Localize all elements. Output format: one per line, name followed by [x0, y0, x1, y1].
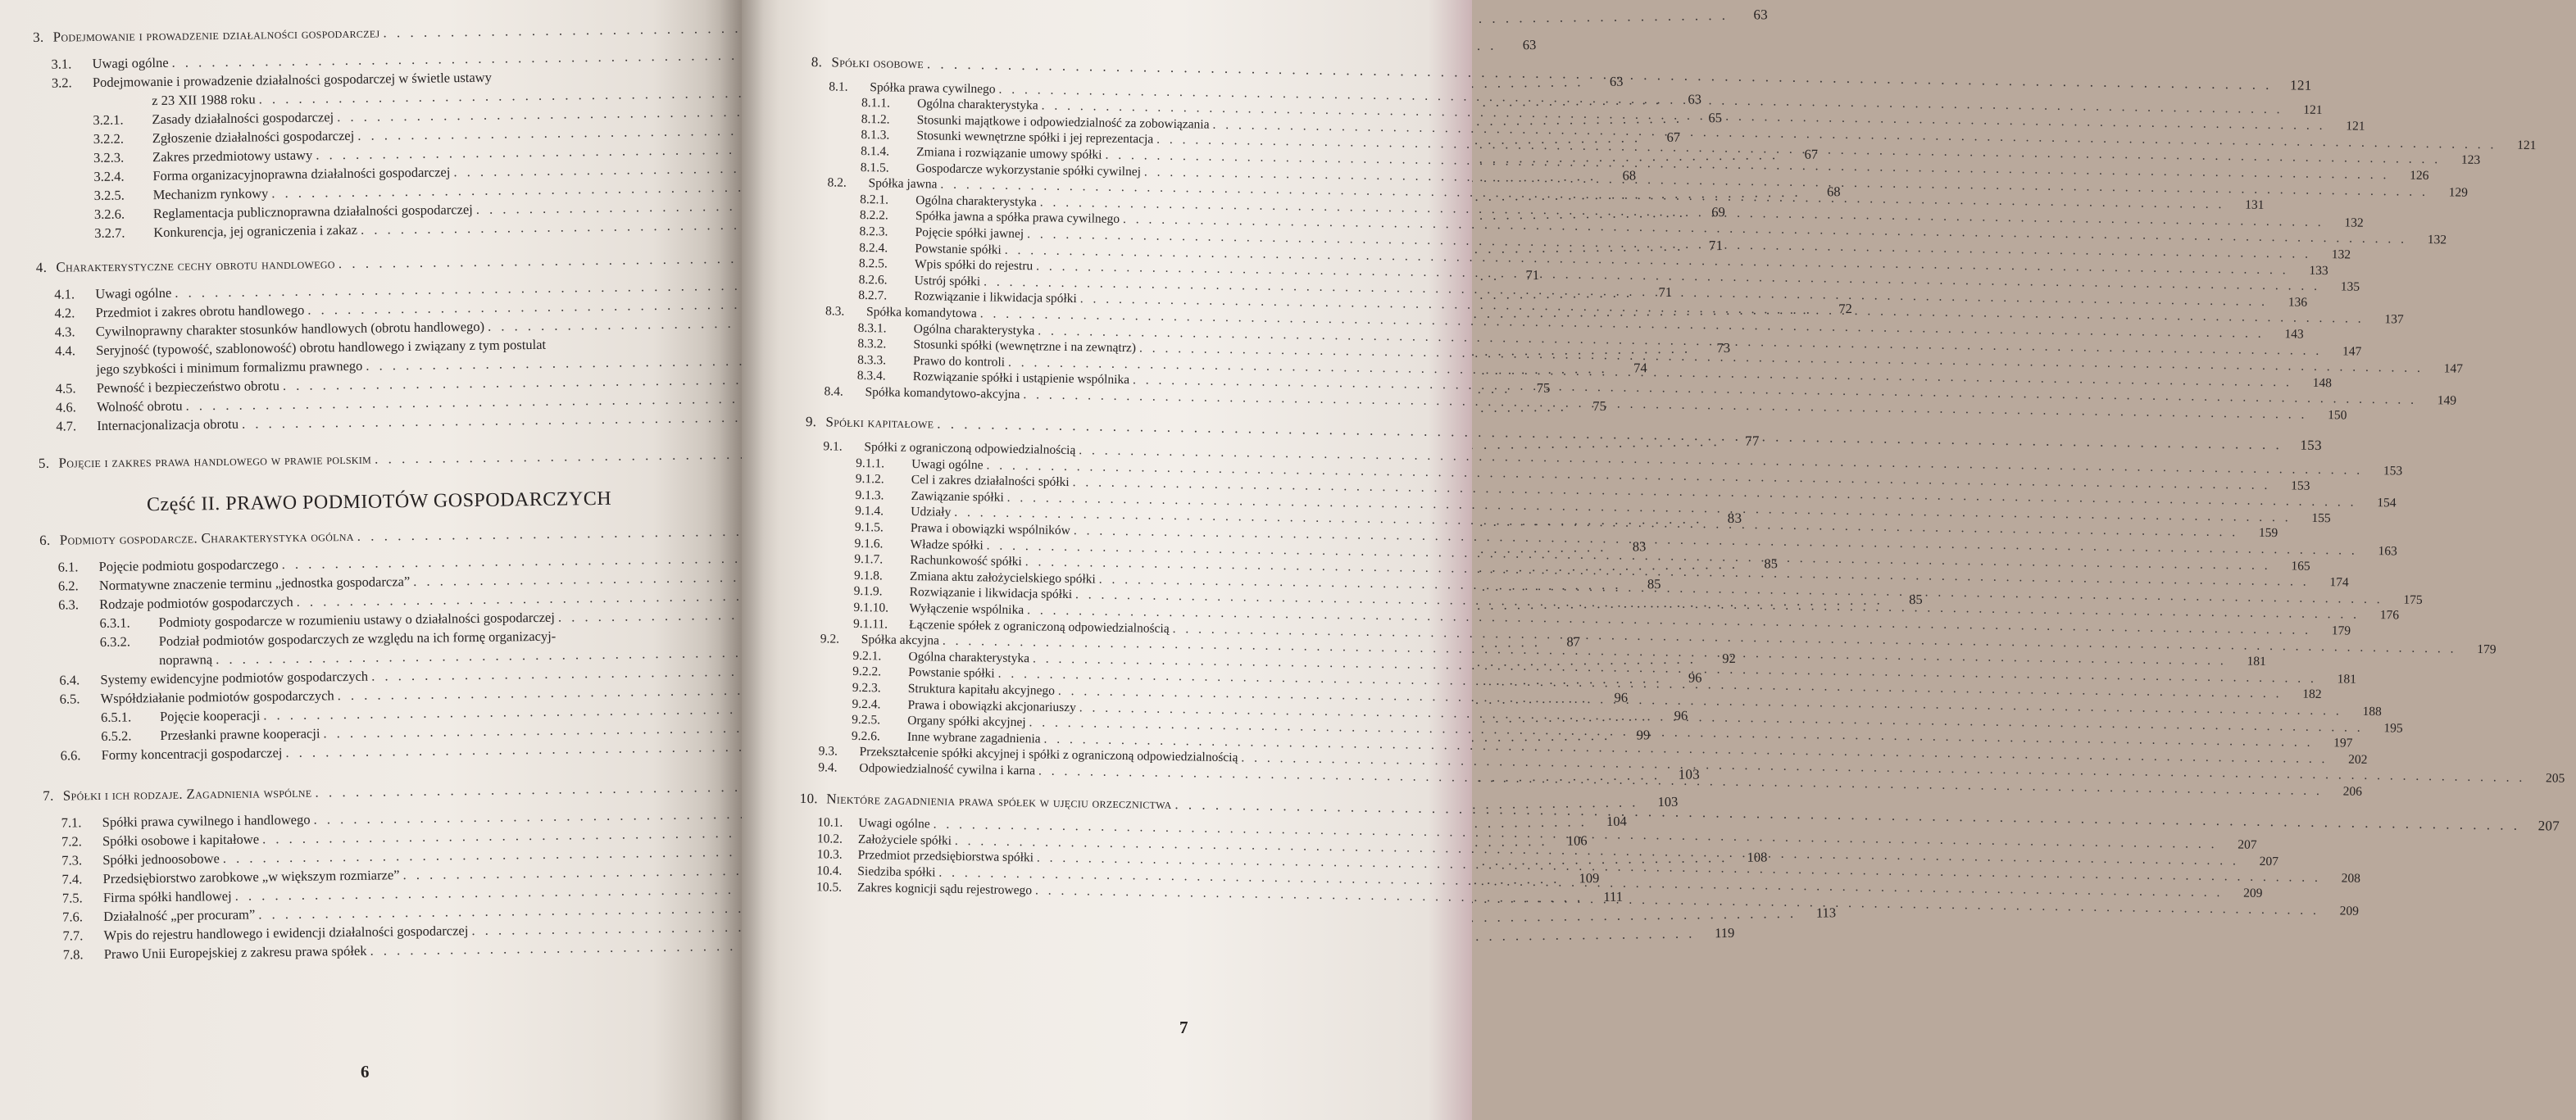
toc-entry-4-6: 4.6. Wolność obrotu . . . 75 [38, 389, 718, 417]
toc-entry-10-4: 10.4. Siedziba spółki . . . 209 [798, 863, 1446, 889]
toc-entry-7-7: 7.7. Wpis do rejestru handlowego i ewidencji działalności gospodarczej . . . 113 [44, 918, 725, 945]
toc-entry-6-3: 6.3. Rodzaje podmiotów gospodarczych . . . 85 [40, 587, 720, 614]
toc-entry-6-3-1: 6.3.1. Podmioty gospodarcze w rozumieniu ustawy o działalności gospodarczej . . . 85 [40, 605, 720, 633]
toc-entry-6-5-2: 6.5.2. Przesłanki prawne kooperacji . . . 96 [42, 719, 722, 746]
toc-section-9: 9. Spółki kapitałowe . . . 153 [806, 414, 1453, 440]
toc-entry-8-3: 8.3. Spółka komandytowa . . . 143 [807, 303, 1455, 329]
toc-section-10: 10. Niektóre zagadnienia prawa spółek w ujęciu orzecznictwa . . . 207 [800, 790, 1447, 816]
toc-entry-9-1-1: 9.1.1. Uwagi ogólne . . . 153 [805, 455, 1452, 481]
toc-entry-3-2-5: 3.2.5. Mechanizm rynkowy . . . 68 [35, 178, 716, 206]
toc-entry-3-2-3: 3.2.3. Zakres przedmiotowy ustawy . . . 67 [34, 140, 715, 168]
toc-entry-3-2-4: 3.2.4. Forma organizacyjnoprawna działalności gospodarczej . . . 67 [34, 159, 715, 187]
toc-entry-9-1-2: 9.1.2. Cel i zakres działalności spółki . . . 154 [805, 470, 1452, 497]
toc-entry-6-5-1: 6.5.1. Pojęcie kooperacji . . . 96 [42, 700, 722, 728]
toc-entry-8-3-3: 8.3.3. Prawo do kontroli . . . 148 [806, 351, 1454, 378]
toc-entry-8-2-7: 8.2.7. Rozwiązanie i likwidacja spółki . . . 137 [807, 287, 1455, 313]
toc-entry-4-4: 4.4. Seryjność (typowość, szablonowość) obrotu handlowego i związany z tym postulat [55, 336, 547, 359]
toc-entry-8-3-4: 8.3.4. Rozwiązanie spółki i ustąpienie wspólnika . . . 149 [806, 367, 1454, 393]
toc-entry-9-1-6: 9.1.6. Władze spółki . . . 165 [803, 535, 1451, 561]
toc-entry-3-2-7: 3.2.7. Konkurencja, jej ograniczenia i zakaz . . . 69 [35, 215, 716, 243]
toc-entry-8-1-3: 8.1.3. Stosunki wewnętrzne spółki i jej reprezentacja . . . 123 [810, 126, 1457, 152]
toc-entry-6-2: 6.2. Normatywne znaczenie terminu „jednostka gospodarcza” . . . 85 [40, 568, 720, 596]
toc-entry-8-1-5: 8.1.5. Gospodarcze wykorzystanie spółki cywilnej . . . 129 [810, 159, 1457, 185]
toc-entry-9-1-9: 9.1.9. Rozwiązanie i likwidacja spółki . . . 176 [803, 583, 1451, 609]
toc-entry-9-1-7: 9.1.7. Rachunkowość spółki . . . 174 [803, 551, 1451, 577]
toc-entry-8-2-4: 8.2.4. Powstanie spółki . . . 133 [808, 239, 1456, 265]
toc-entry-6-3-2-cont: noprawną . . . 87 [41, 643, 721, 671]
toc-entry-3-1: 3.1. Uwagi ogólne . . . 63 [33, 46, 713, 74]
toc-entry-6-3-2: 6.3.2. Podział podmiotów gospodarczych ze względu na ich formę organizacyj- [99, 628, 557, 650]
toc-entry-9-1-11: 9.1.11. Łączenie spółek z ograniczoną odpowiedzialnością . . . 179 [802, 615, 1450, 642]
toc-title: Podejmowanie i prowadzenie działalności gospodarczej [52, 25, 380, 45]
toc-entry-9-2-3: 9.2.3. Struktura kapitału akcyjnego . . . 188 [802, 679, 1449, 705]
toc-entry-9-2-4: 9.2.4. Prawa i obowiązki akcjonariuszy . . . 195 [801, 695, 1448, 721]
toc-entry-9-2-5: 9.2.5. Organy spółki akcyjnej . . . 197 [801, 711, 1448, 737]
toc-entry-6-1: 6.1. Pojęcie podmiotu gospodarczego . . . 83 [39, 549, 720, 577]
toc-entry-6-4: 6.4. Systemy ewidencyjne podmiotów gospodarczych . . . 92 [41, 662, 721, 690]
toc-entry-9-1-3: 9.1.3. Zawiązanie spółki . . . 155 [804, 487, 1452, 513]
toc-entry-4-2: 4.2. Przedmiot i zakres obrotu handlowego . . . 71 [36, 295, 716, 323]
part-heading: Część II. PRAWO PODMIOTÓW GOSPODARCZYCH [146, 487, 612, 516]
toc-entry-4-3: 4.3. Cywilnoprawny charakter stosunków handlowych (obrotu handlowego) . . . 72 [37, 314, 717, 342]
toc-entry-8-1-2: 8.1.2. Stosunki majątkowe i odpowiedzialność za zobowiązania . . . 121 [811, 111, 1458, 137]
toc-section-8: 8. Spółki osobowe . . . 121 [811, 54, 1459, 80]
toc-entry-8-2-2: 8.2.2. Spółka jawna a spółka prawa cywilnego . . . 132 [809, 206, 1456, 233]
toc-entry-8-2-6: 8.2.6. Ustrój spółki . . . 136 [808, 271, 1456, 297]
toc-entry-9-1-8: 9.1.8. Zmiana aktu założycielskiego spółki . . . 175 [803, 567, 1451, 593]
toc-entry-9-2-6: 9.2.6. Inne wybrane zagadnienia . . . 202 [801, 728, 1448, 754]
toc-entry-4-1: 4.1. Uwagi ogólne . . . 71 [36, 276, 716, 304]
toc-entry-9-1-5: 9.1.5. Prawa i obowiązki wspólników . . . 163 [804, 519, 1452, 545]
toc-entry-3-2-cont: z 23 XII 1988 roku . . . 63 [34, 84, 714, 111]
toc-entry-9-2-2: 9.2.2. Powstanie spółki . . . 182 [802, 663, 1449, 689]
toc-entry-8-1-4: 8.1.4. Zmiana i rozwiązanie umowy spółki . . . 126 [810, 143, 1457, 169]
toc-entry-3-2-2: 3.2.2. Zgłoszenie działalności gospodarczej . . . 65 [34, 121, 715, 149]
toc-entry-8-2-1: 8.2.1. Ogólna charakterystyka . . . 132 [809, 191, 1456, 217]
toc-entry-6-6: 6.6. Formy koncentracji gospodarczej . . . 99 [42, 737, 722, 765]
page-number: 6 [361, 1062, 370, 1081]
toc-entry-8-2: 8.2. Spółka jawna . . . 131 [809, 175, 1456, 201]
toc-entry-8-3-1: 8.3.1. Ogólna charakterystyka . . . 147 [807, 319, 1455, 345]
toc-entry-9-1-4: 9.1.4. Udziały . . . 159 [804, 502, 1452, 528]
toc-entry-8-1: 8.1. Spółka prawa cywilnego . . . 121 [811, 79, 1458, 105]
toc-entry-8-2-3: 8.2.3. Pojęcie spółki jawnej . . . 132 [808, 223, 1456, 249]
toc-entry-9-2: 9.2. Spółka akcyjna . . . 181 [802, 631, 1450, 657]
toc-entry-7-8: 7.8. Prawo Unii Europejskiej z zakresu prawa spółek . . . 119 [45, 936, 725, 964]
toc-entry-3-2: 3.2. Podejmowanie i prowadzenie działalności gospodarczej w świetle ustawy [51, 69, 493, 91]
toc-page: 63 [1753, 7, 1769, 23]
toc-entry-4-5: 4.5. Pewność i bezpieczeństwo obrotu . . . 74 [38, 370, 718, 398]
toc-entry-9-1-10: 9.1.10. Wyłączenie wspólnika . . . 179 [802, 599, 1450, 625]
toc-section-3 [33, 7, 1769, 47]
toc-entry-8-2-5: 8.2.5. Wpis spółki do rejestru . . . 135 [808, 255, 1456, 281]
toc-entry-10-1: 10.1. Uwagi ogólne . . . 207 [799, 814, 1447, 841]
toc-entry-3-2-6: 3.2.6. Reglamentacja publicznoprawna działalności gospodarczej . . . 68 [35, 197, 716, 224]
page-number: 7 [1179, 1018, 1188, 1037]
toc-entry-7-4: 7.4. Przedsiębiorstwo zarobkowe „w większym rozmiarze” . . . 108 [43, 861, 724, 889]
toc-entry-10-5: 10.5. Zakres kognicji sądu rejestrowego . . . 209 [798, 878, 1446, 905]
toc-entry-10-3: 10.3. Przedmiot przedsiębiorstwa spółki . . . 208 [798, 846, 1446, 873]
toc-entry-9-3: 9.3. Przekształcenie spółki akcyjnej i spółki z ograniczoną odpowiedzialnością . . . 205 [800, 743, 1447, 769]
toc-entry-7-3: 7.3. Spółki jednoosobowe . . . 106 [43, 842, 724, 870]
toc-section-6: 6. Podmioty gospodarcze. Charakterystyka ogólna . . . 83 [39, 522, 720, 550]
toc-entry-9-4: 9.4. Odpowiedzialność cywilna i karna . . . 206 [800, 760, 1447, 786]
toc-entry-4-4-cont: jego szybkości i minimum formalizmu prawnego . . . 73 [37, 351, 717, 379]
toc-section-7: 7. Spółki i ich rodzaje. Zagadnienia wspólne . . . 103 [43, 778, 723, 805]
toc-section-4: 4. Charakterystyczne cechy obrotu handlowego . . . 71 [36, 249, 716, 277]
toc-entry-8-3-2: 8.3.2. Stosunki spółki (wewnętrzne i na zewnątrz) . . . 147 [806, 335, 1454, 361]
toc-entry-8-1-1: 8.1.1. Ogólna charakterystyka . . . 121 [811, 94, 1458, 120]
toc-entry-3-2-1: 3.2.1. Zasady działalności gospodarczej . . . 63 [34, 102, 714, 130]
toc-entry-9-2-1: 9.2.1. Ogólna charakterystyka . . . 181 [802, 647, 1449, 673]
toc-entry-8-4: 8.4. Spółka komandytowo-akcyjna . . . 150 [806, 383, 1453, 410]
toc-entry-4-7: 4.7. Internacjonalizacja obrotu . . . 75 [38, 408, 718, 436]
toc-section-5: 5. Pojęcie i zakres prawa handlowego w prawie polskim . . . 77 [39, 445, 719, 473]
toc-entry-7-5: 7.5. Firma spółki handlowej . . . 109 [44, 880, 725, 908]
toc-entry-9-1: 9.1. Spółki z ograniczoną odpowiedzialnością . . . 153 [805, 438, 1452, 465]
toc-entry-7-6: 7.6. Działalność „per procuram” . . . 111 [44, 899, 725, 927]
toc-entry-6-5: 6.5. Współdziałanie podmiotów gospodarczych . . . 96 [42, 681, 722, 709]
toc-num: 3. [33, 29, 44, 45]
toc-entry-10-2: 10.2. Założyciele spółki . . . 207 [799, 831, 1447, 857]
toc-entry-7-1: 7.1. Spółki prawa cywilnego i handlowego . . . 103 [43, 805, 724, 832]
toc-entry-7-2: 7.2. Spółki osobowe i kapitałowe . . . 104 [43, 823, 724, 851]
